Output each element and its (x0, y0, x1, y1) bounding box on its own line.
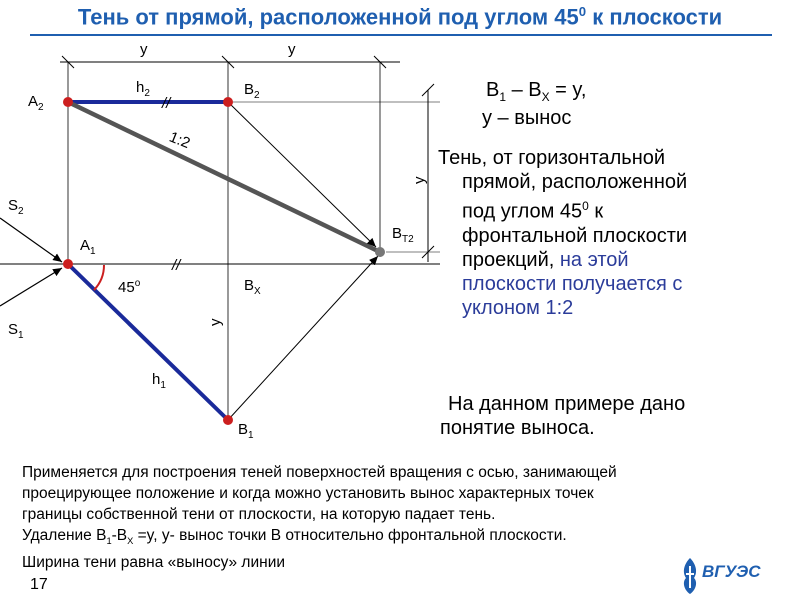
shadow-text-line-4: фронтальной плоскости (462, 224, 688, 247)
shadow-text-line-1: Тень, от горизонтальной (438, 147, 666, 169)
label-a2: $A_2$ (28, 93, 44, 113)
double-slash-mark-bottom: // (172, 257, 181, 274)
light-direction-s1 (0, 268, 62, 306)
label-h1: $h_1$ (152, 371, 166, 391)
page-number: 17 (30, 576, 48, 593)
right-dimension-y: y (411, 176, 428, 184)
shadow-explanation (438, 146, 773, 320)
horizontal-projection-h1 (68, 264, 228, 420)
label-bx: $B_X$ (244, 277, 261, 297)
bottom-line-5: Ширина тени равна «выносу» линии (22, 554, 286, 572)
point-bt2 (375, 247, 385, 257)
top-dimension-y-left: y (140, 41, 148, 58)
shadow-line-a2-bt2 (68, 102, 380, 252)
point-b1 (223, 415, 233, 425)
shadow-text-line-3: под углом $45^0$ к (462, 199, 604, 223)
shadow-text-line-2: прямой, расположенной (462, 171, 688, 193)
vynos-note (440, 392, 780, 440)
angle-label: $45^о$ (118, 278, 141, 296)
vynos-line-2: понятие выноса. (440, 417, 595, 439)
point-b2 (223, 97, 233, 107)
top-dimension-y-right: y (288, 41, 296, 58)
bottom-line-3: границы собственной тени от плоскости, на которую падает тень. (22, 506, 496, 523)
shadow-text-line-6: плоскости получается с (462, 272, 683, 295)
label-a1: $A_1$ (80, 237, 96, 257)
angle-arc-45 (94, 265, 104, 290)
lower-dimension-y: y (207, 318, 224, 326)
formula-line-1: $B_1 - B_X = y$, (486, 79, 587, 104)
label-s2: $S_2$ (8, 197, 24, 217)
point-a2 (63, 97, 73, 107)
label-bt2: $B_{T2}$ (392, 225, 414, 245)
bottom-line-2: проецирующее положение и когда можно установить вынос характерных точек (22, 485, 594, 502)
shadow-text-line-5: проекций, на этой (462, 248, 629, 271)
label-b2: $B_2$ (244, 81, 260, 101)
double-slash-mark-top: // (162, 95, 171, 112)
label-b1: $B_1$ (238, 421, 254, 441)
title-tail: к плоскости (586, 4, 723, 30)
title-superscript: 0 (578, 4, 587, 19)
logo-text: ВГУЭС (702, 562, 761, 581)
label-s1: $S_1$ (8, 321, 24, 341)
bottom-line-1: Применяется для построения теней поверхностей вращения с осью, занимающей (22, 464, 617, 481)
bottom-line-4: Удаление $B_1-B_X =y$, y- вынос точки B относительно фронтальной плоскости. (22, 527, 567, 547)
light-direction-s2 (0, 218, 62, 262)
light-ray-b2-bt2 (228, 102, 376, 247)
point-a1 (63, 259, 73, 269)
shadow-text-line-7: уклоном 1:2 (462, 296, 574, 319)
title-main: Тень от прямой, расположенной под углом 45 (77, 4, 579, 30)
slope-ratio-label: 1:2 (166, 128, 193, 153)
formula-line-2: y – вынос (482, 107, 572, 129)
vynos-line-1: На данном примере дано (448, 393, 686, 415)
university-logo-icon (678, 556, 702, 596)
label-h2: $h_2$ (136, 79, 150, 99)
